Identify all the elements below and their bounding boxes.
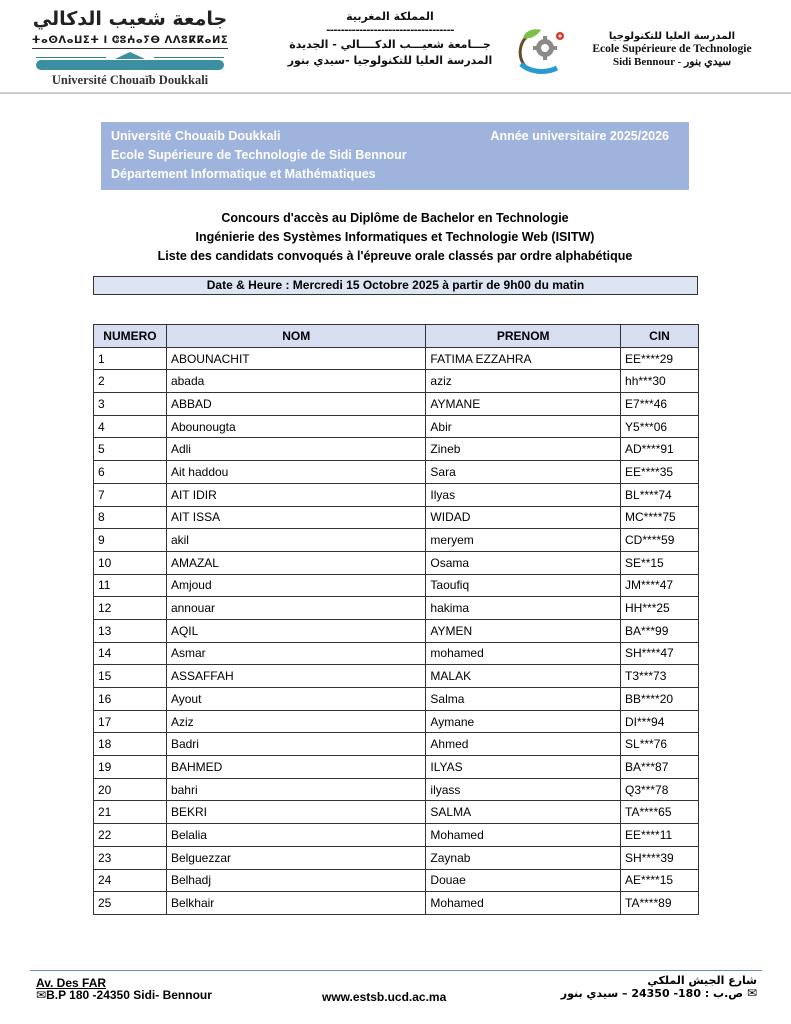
footer-po-box-arabic: ص.ب : 180- 24350 – سيدي بنور — [560, 987, 744, 1000]
table-row — [94, 778, 699, 801]
cell-numero: 10 — [94, 551, 167, 574]
cell-prenom: hakima — [426, 597, 621, 620]
date-time-banner: Date & Heure : Mercredi 15 Octobre 2025 à partir de 9h00 du matin — [93, 276, 698, 295]
table-row — [94, 483, 699, 506]
table-row — [94, 597, 699, 620]
cell-nom: BAHMED — [166, 756, 425, 779]
cell-prenom: WIDAD — [426, 506, 621, 529]
cell-nom: AIT ISSA — [166, 506, 425, 529]
cell-nom: Belkhair — [166, 892, 425, 915]
cell-nom: AMAZAL — [166, 551, 425, 574]
table-row — [94, 824, 699, 847]
header-center-text — [285, 9, 495, 69]
header-divider-line — [0, 92, 791, 94]
cell-nom: bahri — [166, 778, 425, 801]
cell-nom: ASSAFFAH — [166, 665, 425, 688]
footer-website-link[interactable]: www.estsb.ucd.ac.ma — [322, 990, 447, 1004]
kingdom-label: المملكة المغربية — [346, 10, 434, 23]
cell-cin: DI***94 — [621, 710, 699, 733]
cell-cin: AD****91 — [621, 438, 699, 461]
envelope-icon: ✉ — [36, 988, 47, 1002]
cell-numero: 23 — [94, 846, 167, 869]
cell-prenom: Mohamed — [426, 824, 621, 847]
footer-po-box: B.P 180 -24350 Sidi- Bennour — [46, 988, 212, 1002]
cell-numero: 21 — [94, 801, 167, 824]
cell-numero: 14 — [94, 642, 167, 665]
column-header-nom: NOM — [166, 325, 425, 348]
cell-cin: hh***30 — [621, 370, 699, 393]
cell-numero: 3 — [94, 393, 167, 416]
school-city-label: المدرسة العليا للتكنولوجيا -سيدي بنور — [287, 54, 493, 67]
cell-nom: abada — [166, 370, 425, 393]
cell-prenom: Zineb — [426, 438, 621, 461]
cell-cin: MC****75 — [621, 506, 699, 529]
cell-cin: T3***73 — [621, 665, 699, 688]
cell-prenom: Zaynab — [426, 846, 621, 869]
cell-numero: 7 — [94, 483, 167, 506]
cell-cin: TA****89 — [621, 892, 699, 915]
cell-cin: SH****47 — [621, 642, 699, 665]
column-header-numero: NUMERO — [94, 325, 167, 348]
cell-nom: Belalia — [166, 824, 425, 847]
cell-prenom: Ilyas — [426, 483, 621, 506]
table-row — [94, 506, 699, 529]
document-title — [95, 209, 695, 266]
university-name-tifinagh: ⵜⴰⵙⴷⴰⵡⵉⵜ ⵏ ⵛⵓⵄⴰⵢⴱ ⴷⴷⵓⴽⴽⴰⵍⵉ — [32, 35, 228, 49]
cell-nom: Ait haddou — [166, 461, 425, 484]
table-row — [94, 415, 699, 438]
cell-prenom: Abir — [426, 415, 621, 438]
table-row — [94, 756, 699, 779]
cell-nom: Adli — [166, 438, 425, 461]
info-department: Département Informatique et Mathématiques — [111, 167, 376, 181]
cell-prenom: meryem — [426, 529, 621, 552]
cell-cin: BA***99 — [621, 619, 699, 642]
cell-prenom: Sara — [426, 461, 621, 484]
table-row — [94, 574, 699, 597]
info-school: Ecole Supérieure de Technologie de Sidi Bennour — [111, 148, 407, 162]
cell-numero: 20 — [94, 778, 167, 801]
cell-numero: 19 — [94, 756, 167, 779]
column-header-cin: CIN — [621, 325, 699, 348]
cell-numero: 4 — [94, 415, 167, 438]
table-row — [94, 665, 699, 688]
cell-nom: AQIL — [166, 619, 425, 642]
table-row — [94, 869, 699, 892]
cell-prenom: ilyass — [426, 778, 621, 801]
info-university: Université Chouaib Doukkali — [111, 129, 281, 143]
cell-cin: AE****15 — [621, 869, 699, 892]
title-line-1: Concours d'accès au Diplôme de Bachelor en Technologie — [221, 211, 569, 225]
cell-nom: Aziz — [166, 710, 425, 733]
footer-address-french — [36, 977, 212, 1001]
table-row — [94, 529, 699, 552]
cell-numero: 2 — [94, 370, 167, 393]
cell-nom: Asmar — [166, 642, 425, 665]
cell-prenom: Mohamed — [426, 892, 621, 915]
cell-numero: 13 — [94, 619, 167, 642]
cell-cin: EE****29 — [621, 347, 699, 370]
cell-nom: Belhadj — [166, 869, 425, 892]
cell-prenom: Douae — [426, 869, 621, 892]
cell-numero: 8 — [94, 506, 167, 529]
cell-prenom: ILYAS — [426, 756, 621, 779]
cell-cin: JM****47 — [621, 574, 699, 597]
cell-nom: ABOUNACHIT — [166, 347, 425, 370]
cell-cin: E7***46 — [621, 393, 699, 416]
cell-cin: Y5***06 — [621, 415, 699, 438]
cell-cin: EE****35 — [621, 461, 699, 484]
cell-prenom: MALAK — [426, 665, 621, 688]
table-row — [94, 438, 699, 461]
school-city: Sidi Bennour - سيدي بنور — [612, 56, 732, 68]
table-row — [94, 642, 699, 665]
cell-cin: SE**15 — [621, 551, 699, 574]
university-emblem-icon — [30, 51, 230, 73]
cell-cin: HH***25 — [621, 597, 699, 620]
cell-prenom: Ahmed — [426, 733, 621, 756]
cell-numero: 25 — [94, 892, 167, 915]
title-line-2: Ingénierie des Systèmes Informatiques et Technologie Web (ISITW) — [195, 230, 595, 244]
footer-address-arabic — [561, 975, 757, 1000]
cell-nom: AIT IDIR — [166, 483, 425, 506]
cell-prenom: AYMEN — [426, 619, 621, 642]
school-logo-icon — [515, 26, 570, 76]
university-city-label: جـــامعة شعيـــب الدكــــالي - الجديدة — [289, 38, 491, 51]
table-row — [94, 710, 699, 733]
cell-nom: Abounougta — [166, 415, 425, 438]
cell-numero: 17 — [94, 710, 167, 733]
cell-prenom: mohamed — [426, 642, 621, 665]
academic-year: Année universitaire 2025/2026 — [490, 129, 669, 143]
cell-cin: Q3***78 — [621, 778, 699, 801]
cell-numero: 12 — [94, 597, 167, 620]
cell-prenom: Taoufiq — [426, 574, 621, 597]
cell-prenom: FATIMA EZZAHRA — [426, 347, 621, 370]
cell-numero: 24 — [94, 869, 167, 892]
cell-prenom: SALMA — [426, 801, 621, 824]
university-logo — [30, 8, 230, 87]
university-name-arabic: جامعة شعيب الدكالي — [32, 8, 228, 30]
table-row — [94, 619, 699, 642]
cell-prenom: Salma — [426, 688, 621, 711]
cell-numero: 22 — [94, 824, 167, 847]
university-name-latin: Université Chouaïb Doukkali — [51, 73, 209, 87]
cell-numero: 6 — [94, 461, 167, 484]
title-line-3: Liste des candidats convoqués à l'épreuve orale classés par ordre alphabétique — [157, 249, 633, 263]
page-header — [0, 0, 791, 92]
cell-prenom: AYMANE — [426, 393, 621, 416]
footer-street-arabic: شارع الجيش الملكي — [647, 974, 757, 987]
cell-numero: 1 — [94, 347, 167, 370]
cell-numero: 18 — [94, 733, 167, 756]
cell-cin: SH****39 — [621, 846, 699, 869]
school-name-french: Ecole Supérieure de Technologie — [592, 43, 752, 55]
cell-nom: Ayout — [166, 688, 425, 711]
table-row — [94, 801, 699, 824]
cell-cin: CD****59 — [621, 529, 699, 552]
cell-nom: annouar — [166, 597, 425, 620]
footer-street: Av. Des FAR — [36, 976, 107, 990]
info-band — [101, 122, 689, 190]
school-name-arabic: المدرسة العليا للتكنولوجيا — [608, 31, 736, 42]
envelope-icon: ✉ — [746, 986, 757, 1000]
cell-nom: BEKRI — [166, 801, 425, 824]
cell-numero: 16 — [94, 688, 167, 711]
cell-numero: 9 — [94, 529, 167, 552]
cell-cin: TA****65 — [621, 801, 699, 824]
candidates-table — [93, 324, 699, 915]
cell-prenom: Osama — [426, 551, 621, 574]
school-logo-text — [572, 30, 772, 69]
table-row — [94, 370, 699, 393]
cell-cin: EE****11 — [621, 824, 699, 847]
cell-cin: SL***76 — [621, 733, 699, 756]
cell-cin: BA***87 — [621, 756, 699, 779]
cell-prenom: Aymane — [426, 710, 621, 733]
cell-numero: 5 — [94, 438, 167, 461]
table-row — [94, 892, 699, 915]
table-row — [94, 846, 699, 869]
cell-cin: BL****74 — [621, 483, 699, 506]
table-row — [94, 551, 699, 574]
cell-numero: 11 — [94, 574, 167, 597]
table-header-row — [94, 325, 699, 348]
cell-nom: Badri — [166, 733, 425, 756]
cell-nom: Belguezzar — [166, 846, 425, 869]
table-row — [94, 688, 699, 711]
cell-cin: BB****20 — [621, 688, 699, 711]
cell-numero: 15 — [94, 665, 167, 688]
cell-nom: Amjoud — [166, 574, 425, 597]
table-row — [94, 393, 699, 416]
column-header-prenom: PRENOM — [426, 325, 621, 348]
cell-nom: akil — [166, 529, 425, 552]
table-row — [94, 347, 699, 370]
table-row — [94, 461, 699, 484]
table-row — [94, 733, 699, 756]
footer-divider-line — [30, 970, 762, 971]
header-divider: ----------------------------------- — [326, 25, 454, 36]
cell-prenom: aziz — [426, 370, 621, 393]
cell-nom: ABBAD — [166, 393, 425, 416]
